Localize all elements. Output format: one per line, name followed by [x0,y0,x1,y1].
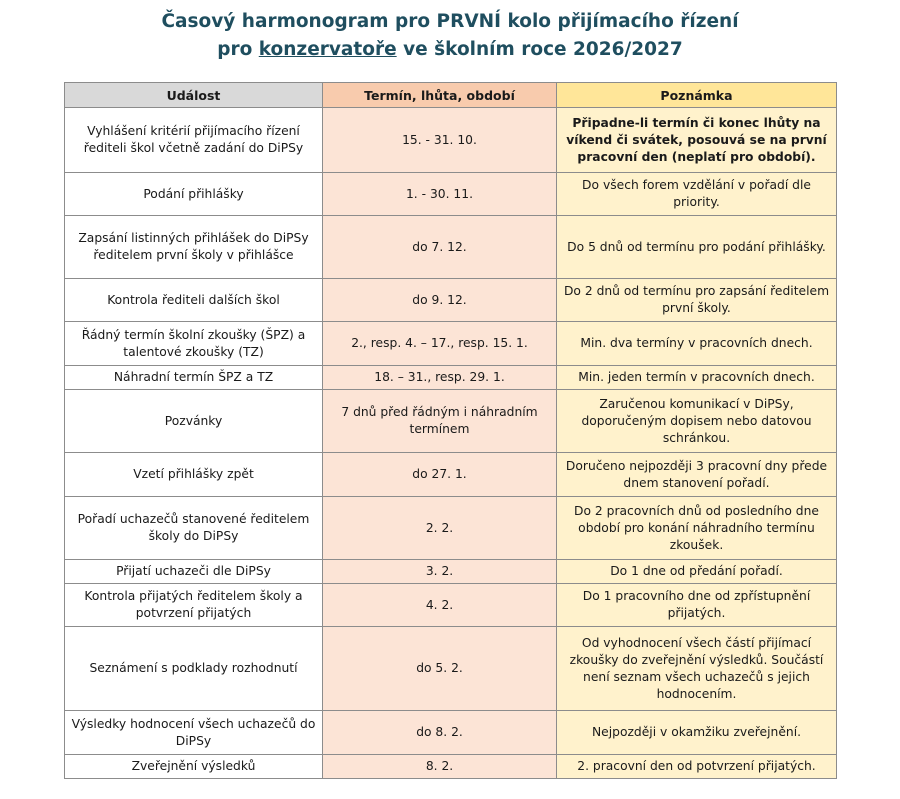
cell-term: do 5. 2. [323,627,557,711]
cell-event: Pořadí uchazečů stanovené ředitelem školy do DiPSy [65,497,323,560]
page-title [0,8,900,64]
cell-term: do 7. 12. [323,216,557,279]
cell-event: Náhradní termín ŠPZ a TZ [65,366,323,390]
table-row [65,453,837,497]
cell-event: Výsledky hodnocení všech uchazečů do DiPSy [65,711,323,755]
cell-event: Vzetí přihlášky zpět [65,453,323,497]
cell-event: Přijatí uchazeči dle DiPSy [65,560,323,584]
cell-note: Min. dva termíny v pracovních dnech. [557,322,837,366]
header-term: Termín, lhůta, období [323,83,557,108]
cell-event: Kontrola přijatých ředitelem školy a potvrzení přijatých [65,584,323,627]
cell-event: Vyhlášení kritérií přijímacího řízení řediteli škol včetně zadání do DiPSy [65,108,323,173]
table-row [65,322,837,366]
title-line-2-post: ve školním roce 2026/2027 [396,39,683,60]
cell-note: Doručeno nejpozději 3 pracovní dny přede dnem stanovení pořadí. [557,453,837,497]
cell-term: 3. 2. [323,560,557,584]
cell-note: Do 2 dnů od termínu pro zapsání ředitelem první školy. [557,279,837,322]
table-row [65,560,837,584]
cell-term: 7 dnů před řádným i náhradním termínem [323,390,557,453]
cell-note: Do 5 dnů od termínu pro podání přihlášky. [557,216,837,279]
table-row [65,390,837,453]
cell-note: Do 1 pracovního dne od zpřístupnění přijatých. [557,584,837,627]
cell-event: Zveřejnění výsledků [65,755,323,779]
cell-term: 2. 2. [323,497,557,560]
cell-note: Nejpozději v okamžiku zveřejnění. [557,711,837,755]
table-row [65,108,837,173]
table-row [65,755,837,779]
cell-term: do 8. 2. [323,711,557,755]
table-row [65,627,837,711]
table-row [65,584,837,627]
cell-note: Do 1 dne od předání pořadí. [557,560,837,584]
cell-term: 15. - 31. 10. [323,108,557,173]
table-header-row [65,83,837,108]
cell-event: Řádný termín školní zkoušky (ŠPZ) a talentové zkoušky (TZ) [65,322,323,366]
cell-note: 2. pracovní den od potvrzení přijatých. [557,755,837,779]
table-row [65,366,837,390]
title-line-2 [0,36,900,64]
header-note: Poznámka [557,83,837,108]
cell-term: 2., resp. 4. – 17., resp. 15. 1. [323,322,557,366]
table-row [65,173,837,216]
cell-event: Kontrola řediteli dalších škol [65,279,323,322]
table-row [65,711,837,755]
cell-note: Do všech forem vzdělání v pořadí dle priority. [557,173,837,216]
cell-event: Zapsání listinných přihlášek do DiPSy ředitelem první školy v přihlášce [65,216,323,279]
title-line-1: Časový harmonogram pro PRVNÍ kolo přijímacího řízení [161,11,739,32]
cell-term: do 9. 12. [323,279,557,322]
table-row [65,216,837,279]
title-line-2-underlined: konzervatoře [258,39,397,60]
cell-term: 1. - 30. 11. [323,173,557,216]
header-event: Událost [65,83,323,108]
cell-note: Připadne-li termín či konec lhůty na víkend či svátek, posouvá se na první pracovní den (neplatí pro období). [557,108,837,173]
cell-note: Zaručenou komunikací v DiPSy, doporučeným dopisem nebo datovou schránkou. [557,390,837,453]
cell-term: 18. – 31., resp. 29. 1. [323,366,557,390]
cell-note: Do 2 pracovních dnů od posledního dne období pro konání náhradního termínu zkoušek. [557,497,837,560]
table-row [65,279,837,322]
cell-event: Podání přihlášky [65,173,323,216]
cell-term: 8. 2. [323,755,557,779]
cell-term: 4. 2. [323,584,557,627]
cell-term: do 27. 1. [323,453,557,497]
table-row [65,497,837,560]
title-line-2-pre: pro [217,39,259,60]
cell-note: Min. jeden termín v pracovních dnech. [557,366,837,390]
cell-note: Od vyhodnocení všech částí přijímací zkoušky do zveřejnění výsledků. Součástí není seznam všech uchazečů s jejich hodnocením. [557,627,837,711]
schedule-table [64,82,837,779]
cell-event: Pozvánky [65,390,323,453]
cell-event: Seznámení s podklady rozhodnutí [65,627,323,711]
